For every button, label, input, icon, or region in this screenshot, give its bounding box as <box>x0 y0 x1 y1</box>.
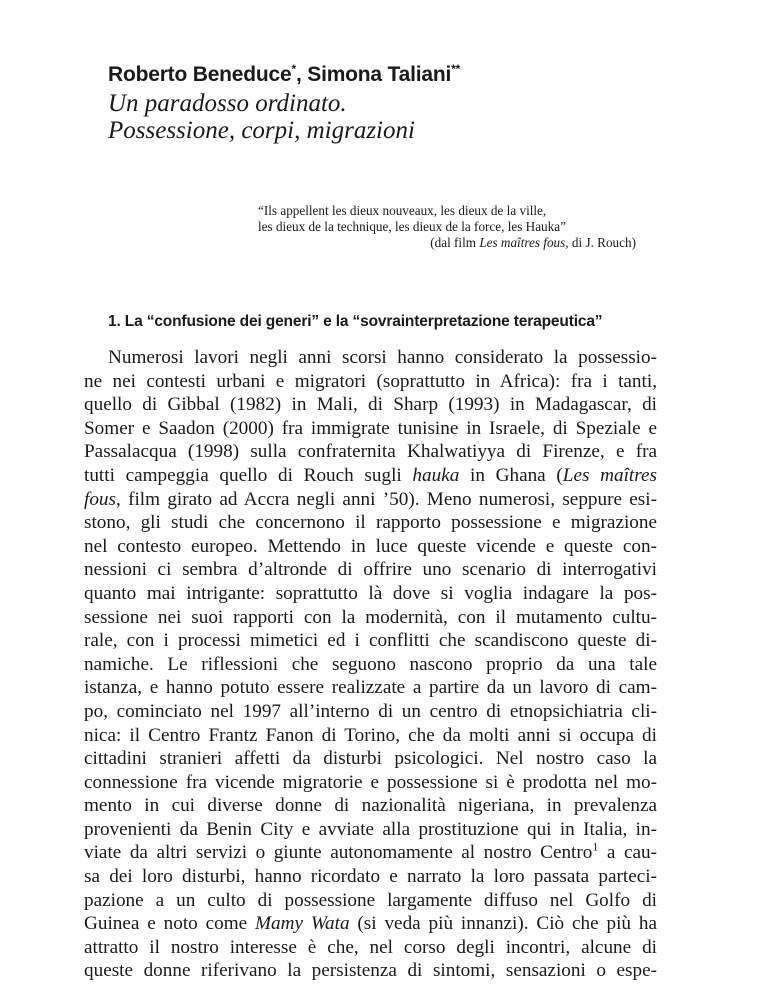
author-name: Roberto Beneduce <box>108 63 292 86</box>
text-line: nica: il Centro Frantz Fanon di Torino, che da molti anni si occupa di <box>84 724 657 746</box>
text-run: Guinea e noto come <box>84 913 256 935</box>
text-run: a cau- <box>598 842 657 864</box>
italic-term: hauka <box>412 464 460 486</box>
text-line: namiche. Le riflessioni che seguono nascono proprio da una tale <box>84 653 657 675</box>
text-run: (si veda più innanzi). Ciò che più ha <box>349 913 657 935</box>
text-run: , film girato ad Accra negli anni ’50). Meno numerosi, seppure esi- <box>116 488 657 510</box>
epigraph-source-text: (dal film <box>430 235 480 250</box>
text-line: provenienti da Benin City e avviate alla prostituzione qui in Italia, in- <box>84 818 657 840</box>
epigraph-source-text: , di J. Rouch) <box>565 235 636 250</box>
subtitle-line: Possessione, corpi, migrazioni <box>108 117 415 144</box>
text-line: cittadini stranieri affetti da disturbi psicologici. Nel nostro caso la <box>84 748 657 770</box>
text-line: Somer e Saadon (2000) fra immigrate tunisine in Israele, di Speziale e <box>84 417 657 439</box>
article-title <box>108 90 415 144</box>
text-line: Numerosi lavori negli anni scorsi hanno considerato la possessio- <box>108 347 657 368</box>
text-run: viate da altri servizi o giunte autonomamente al nostro Centro <box>84 842 593 864</box>
author-name: Simona Taliani <box>307 63 452 86</box>
authors-line <box>108 62 460 88</box>
body-paragraph <box>84 346 657 983</box>
epigraph-line: les dieux de la technique, les dieux de la force, les Hauka” <box>258 219 566 234</box>
text-line: connessione fra vicende migratorie e possessione si è prodotta nel mo- <box>84 771 657 793</box>
footnote-reference[interactable]: 1 <box>592 840 599 855</box>
text-line: ne nei contesti urbani e migratori (soprattutto in Africa): fra i tanti, <box>84 370 657 392</box>
text-line <box>84 912 657 936</box>
text-line <box>84 488 657 512</box>
text-line: sa dei loro disturbi, hanno ricordato e narrato la loro passata parteci- <box>84 866 657 888</box>
text-line: sessione nei suoi rapporti con la modernità, con il mutamento cultu- <box>84 606 657 628</box>
footnote-marker: * <box>291 62 296 76</box>
text-line: po, cominciato nel 1997 all’interno di un centro di etnopsichiatria cli- <box>84 700 657 722</box>
section-heading: 1. La “confusione dei generi” e la “sovrainterpretazione terapeutica” <box>108 313 603 330</box>
text-line: pazione a un culto di possessione largamente diffuso nel Golfo di <box>84 889 657 911</box>
film-title: Les maîtres <box>562 464 657 486</box>
italic-term: Mamy Wata <box>255 913 350 935</box>
epigraph-source <box>258 235 636 251</box>
text-line: quello di Gibbal (1982) in Mali, di Sharp (1993) in Madagascar, di <box>84 394 657 416</box>
text-line <box>84 841 657 865</box>
title-line: Un paradosso ordinato. <box>108 90 347 117</box>
text-run: in Ghana ( <box>459 464 563 486</box>
text-line: Passalacqua (1998) sulla confraternita Khalwatiyya di Firenze, e fra <box>84 441 657 463</box>
text-line: attratto il nostro interesse è che, nel corso degli incontri, alcune di <box>84 936 657 958</box>
author-separator: , <box>295 63 308 86</box>
text-line: rale, con i processi mimetici ed i conflitti che scandiscono queste di- <box>84 630 657 652</box>
text-line: stono, gli studi che concernono il rapporto possessione e migrazione <box>84 512 657 534</box>
text-line <box>84 464 657 488</box>
epigraph-line: “Ils appellent les dieux nouveaux, les dieux de la ville, <box>258 203 547 218</box>
film-title: fous <box>84 488 116 510</box>
text-line: quanto mai intrigante: soprattutto là dove si voglia indagare la pos- <box>84 582 657 604</box>
epigraph <box>258 203 640 251</box>
text-run: tutti campeggia quello di Rouch sugli <box>84 464 413 486</box>
text-line: mento in cui diverse donne di nazionalità nigeriana, in prevalenza <box>84 795 657 817</box>
film-title: Les maîtres fous <box>479 235 566 250</box>
text-line: nel contesto europeo. Mettendo in luce queste vicende e queste con- <box>84 535 657 557</box>
footnote-marker: ** <box>451 62 461 76</box>
text-line: queste donne riferivano la persistenza di sintomi, sensazioni o espe- <box>84 960 657 982</box>
text-line: nessioni ci sembra d’altronde di offrire uno scenario di interrogativi <box>84 559 657 581</box>
text-line: istanza, e hanno potuto essere realizzate a partire da un lavoro di cam- <box>84 677 657 699</box>
